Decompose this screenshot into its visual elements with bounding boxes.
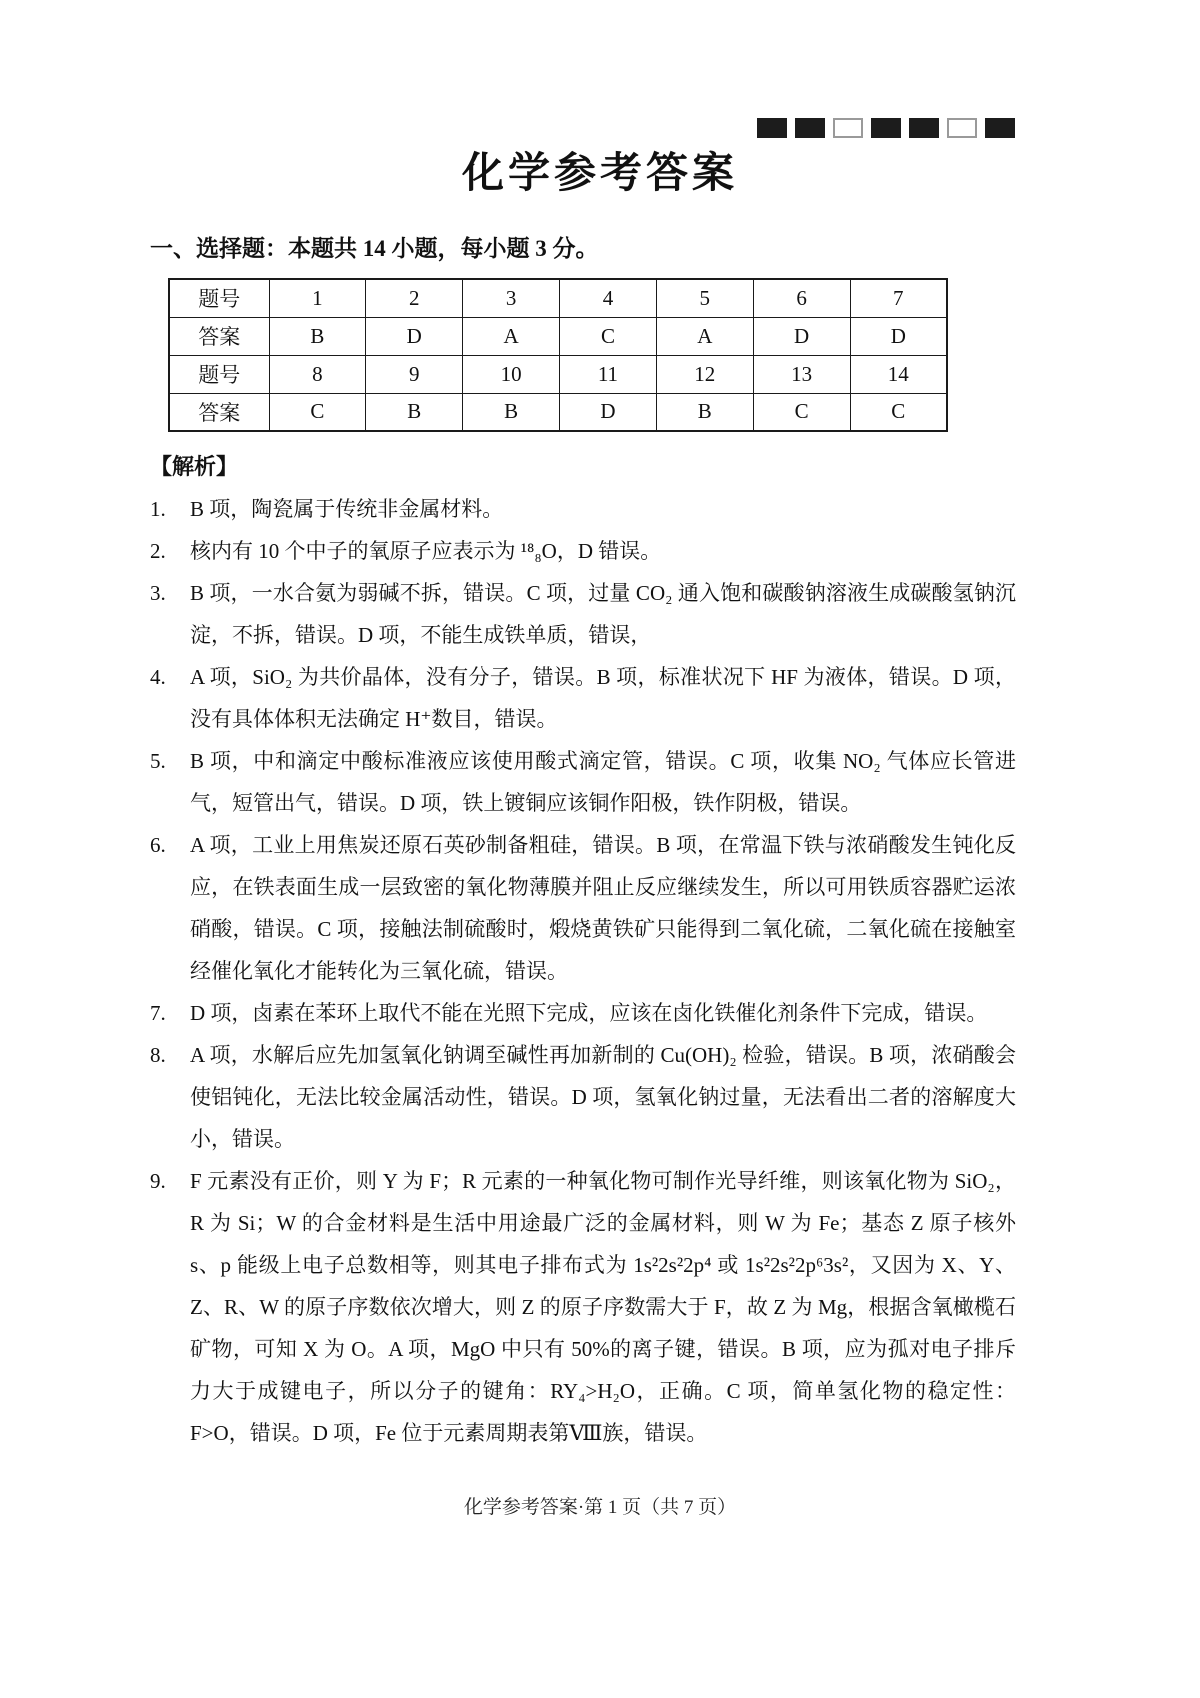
row-label: 题号 bbox=[169, 355, 269, 393]
answer-cell: B bbox=[269, 317, 366, 355]
item-number: 7. bbox=[150, 1001, 166, 1025]
marker-box bbox=[871, 118, 901, 138]
question-number-cell: 11 bbox=[560, 355, 657, 393]
item-text: B 项，陶瓷属于传统非金属材料。 bbox=[190, 497, 504, 521]
marker-box bbox=[985, 118, 1015, 138]
page-title: 化学参考答案 bbox=[461, 151, 738, 197]
analysis-item-8 bbox=[150, 1034, 1016, 1160]
question-number-cell: 2 bbox=[366, 279, 463, 317]
analysis-item-6 bbox=[150, 824, 1016, 992]
analysis-item-list bbox=[150, 488, 1016, 1454]
answer-cell: B bbox=[366, 393, 463, 431]
answer-table bbox=[168, 278, 948, 432]
question-number-cell: 8 bbox=[269, 355, 366, 393]
analysis-heading: 【解析】 bbox=[150, 454, 239, 479]
item-number: 1. bbox=[150, 497, 166, 521]
item-text: 核内有 10 个中子的氧原子应表示为 ¹⁸₈O，D 错误。 bbox=[190, 539, 662, 563]
item-text: F 元素没有正价，则 Y 为 F；R 元素的一种氧化物可制作光导纤维，则该氧化物为 SiO₂，R 为 Si；W 的合金材料是生活中用途最广泛的金属材料，则 W 为 Fe；基态 Z 原子核外 s、p 能级上电子总数相等，则其电子排布式为 1s²2s²2p⁴ 或 1s²2s²2p⁶3s²，又因为 X、Y、Z、R、W 的原子序数依次增大，则 Z 的原子序数需大于 F，故 Z 为 Mg，根据含氧橄榄石矿物，可知 X 为 O。A 项，MgO 中只有 50%的离子键，错误。B 项，应为孤对电子排斥力大于成键电子，所以分子的键角：RY₄>H₂O，正确。C 项，简单氢化物的稳定性：F>O，错误。D 项，Fe 位于元素周期表第Ⅷ族，错误。 bbox=[190, 1169, 1016, 1445]
answer-cell: C bbox=[560, 317, 657, 355]
item-number: 2. bbox=[150, 539, 166, 563]
analysis-item-9 bbox=[150, 1160, 1016, 1454]
table-row-question-numbers-1-7 bbox=[169, 279, 947, 317]
row-label: 答案 bbox=[169, 393, 269, 431]
item-text: A 项，SiO₂ 为共价晶体，没有分子，错误。B 项，标准状况下 HF 为液体，错误。D 项，没有具体体积无法确定 H⁺数目，错误。 bbox=[190, 665, 1016, 731]
answer-cell: A bbox=[463, 317, 560, 355]
answer-cell: C bbox=[850, 393, 947, 431]
item-text: B 项，中和滴定中酸标准液应该使用酸式滴定管，错误。C 项，收集 NO₂ 气体应长管进气，短管出气，错误。D 项，铁上镀铜应该铜作阳极，铁作阴极，错误。 bbox=[190, 749, 1016, 815]
row-label: 答案 bbox=[169, 317, 269, 355]
analysis-item-3 bbox=[150, 572, 1016, 656]
table-row-question-numbers-8-14 bbox=[169, 355, 947, 393]
page-corner-markers bbox=[757, 118, 1015, 138]
marker-box bbox=[947, 118, 977, 138]
item-text: D 项，卤素在苯环上取代不能在光照下完成，应该在卤化铁催化剂条件下完成，错误。 bbox=[190, 1001, 988, 1025]
analysis-item-7 bbox=[150, 992, 1016, 1034]
item-number: 9. bbox=[150, 1169, 166, 1193]
item-number: 4. bbox=[150, 665, 166, 689]
analysis-item-1 bbox=[150, 488, 1016, 530]
analysis-item-5 bbox=[150, 740, 1016, 824]
answer-cell: D bbox=[560, 393, 657, 431]
answer-cell: B bbox=[463, 393, 560, 431]
section-heading-multiple-choice: 一、选择题：本题共 14 小题，每小题 3 分。 bbox=[150, 236, 599, 261]
item-number: 8. bbox=[150, 1043, 166, 1067]
item-number: 5. bbox=[150, 749, 166, 773]
question-number-cell: 5 bbox=[656, 279, 753, 317]
analysis-item-2 bbox=[150, 530, 1016, 572]
table-row-answers-1-7 bbox=[169, 317, 947, 355]
question-number-cell: 13 bbox=[753, 355, 850, 393]
marker-box bbox=[757, 118, 787, 138]
row-label: 题号 bbox=[169, 279, 269, 317]
analysis-item-4 bbox=[150, 656, 1016, 740]
page-footer: 化学参考答案·第 1 页（共 7 页） bbox=[463, 1497, 737, 1518]
answer-cell: C bbox=[753, 393, 850, 431]
question-number-cell: 3 bbox=[463, 279, 560, 317]
answer-cell: D bbox=[753, 317, 850, 355]
question-number-cell: 10 bbox=[463, 355, 560, 393]
question-number-cell: 1 bbox=[269, 279, 366, 317]
item-text: A 项，工业上用焦炭还原石英砂制备粗硅，错误。B 项，在常温下铁与浓硝酸发生钝化反应，在铁表面生成一层致密的氧化物薄膜并阻止反应继续发生，所以可用铁质容器贮运浓硝酸，错误。C 项，接触法制硫酸时，煅烧黄铁矿只能得到二氧化硫，二氧化硫在接触室经催化氧化才能转化为三氧化硫，错误。 bbox=[190, 833, 1016, 983]
question-number-cell: 14 bbox=[850, 355, 947, 393]
answer-cell: A bbox=[656, 317, 753, 355]
answer-cell: D bbox=[850, 317, 947, 355]
question-number-cell: 12 bbox=[656, 355, 753, 393]
item-number: 6. bbox=[150, 833, 166, 857]
question-number-cell: 4 bbox=[560, 279, 657, 317]
item-text: A 项，水解后应先加氢氧化钠调至碱性再加新制的 Cu(OH)₂ 检验，错误。B 项，浓硝酸会使铝钝化，无法比较金属活动性，错误。D 项，氢氧化钠过量，无法看出二者的溶解度大小，错误。 bbox=[190, 1043, 1016, 1151]
item-text: B 项，一水合氨为弱碱不拆，错误。C 项，过量 CO₂ 通入饱和碳酸钠溶液生成碳酸氢钠沉淀，不拆，错误。D 项，不能生成铁单质，错误， bbox=[190, 581, 1016, 647]
answer-cell: D bbox=[366, 317, 463, 355]
marker-box bbox=[909, 118, 939, 138]
answer-cell: C bbox=[269, 393, 366, 431]
table-row-answers-8-14 bbox=[169, 393, 947, 431]
item-number: 3. bbox=[150, 581, 166, 605]
question-number-cell: 7 bbox=[850, 279, 947, 317]
marker-box bbox=[833, 118, 863, 138]
question-number-cell: 6 bbox=[753, 279, 850, 317]
marker-box bbox=[795, 118, 825, 138]
question-number-cell: 9 bbox=[366, 355, 463, 393]
answer-cell: B bbox=[656, 393, 753, 431]
